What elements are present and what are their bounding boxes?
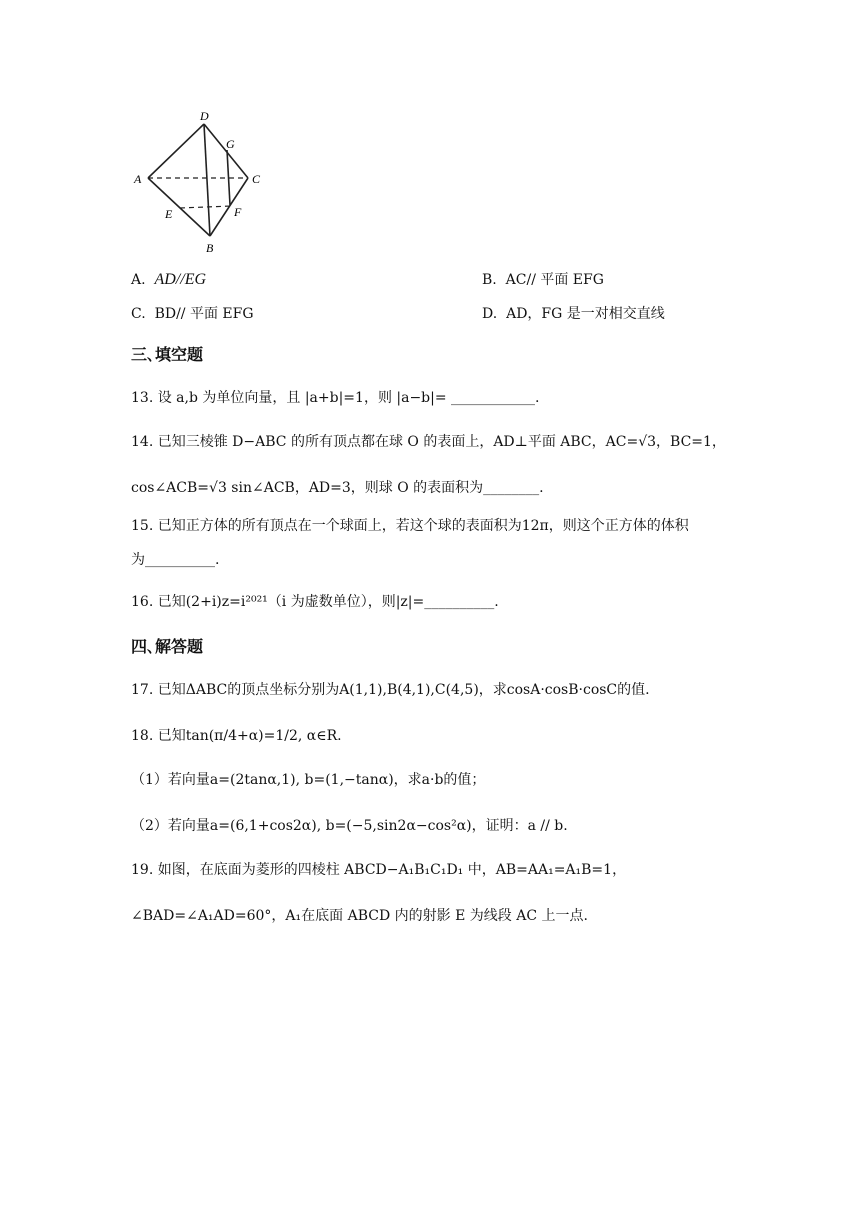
q14-number: 14. [131,434,154,450]
option-b-expr: AC// 平面 EFG [505,272,604,288]
option-d-label: D. [482,306,498,322]
q18-number: 18. [131,728,154,744]
option-d[interactable] [482,304,665,324]
q16-text: 已知(2+i)z=i²⁰²¹（i 为虚数单位），则|z|=__________. [157,594,499,610]
section-4-title: 四､解答题 [131,637,204,656]
question-16 [131,592,499,612]
q13-number: 13. [131,390,154,406]
question-19-line1 [131,860,626,880]
label-D: D [200,109,209,123]
option-c[interactable] [131,304,254,324]
q19-number: 19. [131,862,154,878]
question-18-part2: （2）若向量a=(6,1+cos2α), b=(−5,sin2α−cos²α)，证明：a // b. [131,818,568,834]
option-c-label: C. [131,306,146,322]
option-a-label: A. [131,272,146,288]
q18-text: 已知tan(π/4+α)=1/2, α∈R. [157,728,342,744]
label-E: E [165,207,173,221]
option-a-expr: AD//EG [154,271,207,288]
label-A: A [134,172,142,186]
question-18-part1: （1）若向量a=(2tanα,1), b=(1,−tanα)，求a·b的值； [131,772,486,788]
q19-line1: 如图，在底面为菱形的四棱柱 ABCD−A₁B₁C₁D₁ 中，AB=AA₁=A₁B=1， [157,862,627,878]
question-17 [131,680,650,700]
question-18 [131,726,342,746]
q17-text: 已知ΔABC的顶点坐标分别为A(1,1),B(4,1),C(4,5)，求cosA·cosB·cosC的值. [157,682,650,698]
q16-number: 16. [131,594,154,610]
q17-number: 17. [131,682,154,698]
option-b-label: B. [482,272,497,288]
question-15-line1 [131,516,689,536]
q15-line1: 已知正方体的所有顶点在一个球面上，若这个球的表面积为12π，则这个正方体的体积 [157,518,689,534]
label-G: G [226,137,235,151]
label-C: C [252,172,261,186]
option-d-expr: AD，FG 是一对相交直线 [506,306,665,322]
section-3-title: 三､填空题 [131,345,204,364]
q14-line1: 已知三棱锥 D−ABC 的所有顶点都在球 O 的表面上，AD⊥平面 ABC，AC=√3，BC=1， [157,434,726,450]
question-19-line2: ∠BAD=∠A₁AD=60°，A₁在底面 ABCD 内的射影 E 为线段 AC 上一点. [131,908,588,924]
question-15-line2: 为__________. [131,552,220,568]
label-B: B [206,241,214,255]
option-a[interactable] [131,270,206,290]
question-14-line2: cos∠ACB=√3 sin∠ACB，AD=3，则球 O 的表面积为________. [131,480,544,496]
q15-number: 15. [131,518,154,534]
q13-text: 设 a,b 为单位向量，且 |a+b|=1，则 |a−b|= ____________. [157,390,540,406]
question-13 [131,388,540,408]
tetrahedron-figure [128,104,278,256]
label-F: F [234,205,242,219]
option-b[interactable] [482,270,604,290]
option-c-expr: BD// 平面 EFG [154,306,254,322]
question-14-line1 [131,432,726,452]
